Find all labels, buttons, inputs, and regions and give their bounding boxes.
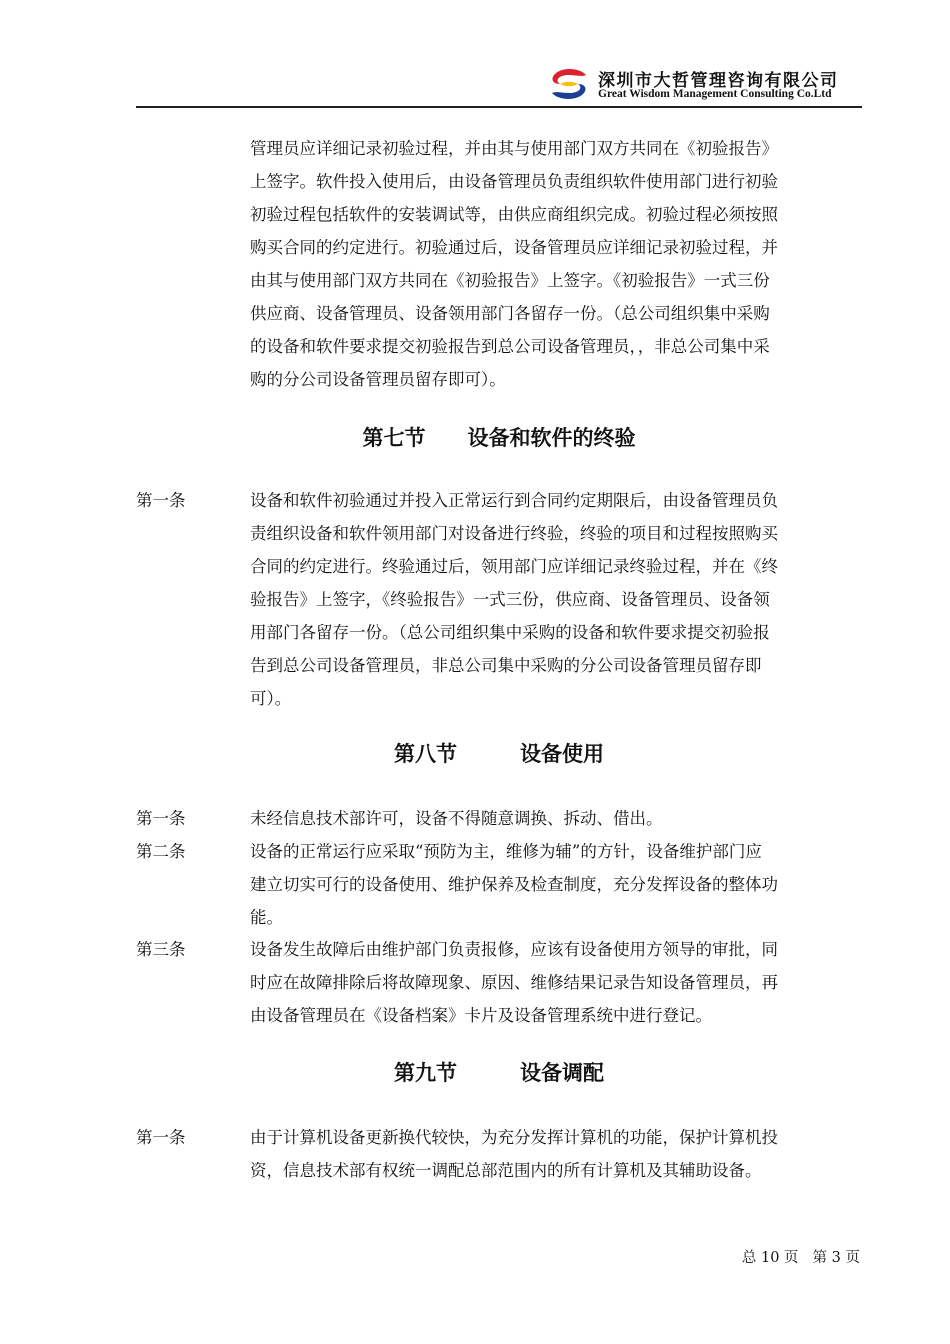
page-footer (700, 1246, 860, 1267)
text-line: 告到总公司设备管理员，非总公司集中采购的分公司设备管理员留存即 (250, 656, 762, 675)
text-line: 设备发生故障后由维护部门负责报修，应该有设备使用方领导的审批，同 (250, 940, 778, 959)
article-label: 第一条 (136, 1128, 186, 1147)
text-line: 上签字。软件投入使用后，由设备管理员负责组织软件使用部门进行初验 (250, 172, 778, 191)
text-line: 设备的正常运行应采取“预防为主，维修为辅”的方针，设备维护部门应 (250, 842, 762, 861)
text-line: 购的分公司设备管理员留存即可）。 (250, 370, 506, 389)
text-line: 时应在故障排除后将故障现象、原因、维修结果记录告知设备管理员，再 (250, 973, 778, 992)
company-logo-icon (546, 66, 592, 102)
text-line: 验报告》上签字，《终验报告》一式三份，供应商、设备管理员、设备领 (250, 590, 770, 609)
text-line: 由其与使用部门双方共同在《初验报告》上签字。《初验报告》一式三份 (250, 271, 770, 290)
article-text (250, 835, 880, 934)
text-line: 可）。 (250, 689, 292, 708)
current-page: 第 3 页 (812, 1250, 860, 1266)
total-pages: 总 10 页 (741, 1250, 799, 1266)
company-name-en: Great Wisdom Management Consulting Co.Ltd (598, 88, 832, 100)
header-divider (136, 106, 862, 108)
article-text (250, 1121, 880, 1187)
article-text (250, 933, 880, 1032)
text-line: 初验过程包括软件的安装调试等，由供应商组织完成。初验过程必须按照 (250, 205, 778, 224)
text-line: 未经信息技术部许可，设备不得随意调换、拆动、借出。 (250, 809, 663, 828)
text-line: 合同的约定进行。终验通过后，领用部门应详细记录终验过程，并在《终 (250, 557, 778, 576)
article-label: 第一条 (136, 491, 186, 510)
article-label: 第三条 (136, 940, 186, 959)
company-name-cn: 深圳市大哲管理咨询有限公司 (598, 71, 839, 91)
section-8-title: 第八节 设备使用 (394, 742, 604, 766)
text-line: 由设备管理员在《设备档案》卡片及设备管理系统中进行登记。 (250, 1006, 712, 1025)
page-header (136, 62, 862, 108)
article-label: 第二条 (136, 842, 186, 861)
text-line: 的设备和软件要求提交初验报告到总公司设备管理员，，非总公司集中采 (250, 337, 770, 356)
article-text (250, 802, 880, 835)
text-line: 供应商、设备管理员、设备领用部门各留存一份。（总公司组织集中采购 (250, 304, 770, 323)
article-label: 第一条 (136, 809, 186, 828)
text-line: 资，信息技术部有权统一调配总部范围内的所有计算机及其辅助设备。 (250, 1161, 762, 1180)
text-line: 能。 (250, 908, 283, 927)
text-line: 用部门各留存一份。（总公司组织集中采购的设备和软件要求提交初验报 (250, 623, 770, 642)
text-line: 管理员应详细记录初验过程，并由其与使用部门双方共同在《初验报告》 (250, 139, 778, 158)
section-7-title: 第七节 设备和软件的终验 (362, 426, 636, 450)
article-text (250, 484, 880, 715)
text-line: 由于计算机设备更新换代较快，为充分发挥计算机的功能，保护计算机投 (250, 1128, 778, 1147)
text-line: 购买合同的约定进行。初验通过后，设备管理员应详细记录初验过程，并 (250, 238, 778, 257)
text-line: 责组织设备和软件领用部门对设备进行终验，终验的项目和过程按照购买 (250, 524, 778, 543)
section-9-title: 第九节 设备调配 (394, 1061, 604, 1085)
text-line: 设备和软件初验通过并投入正常运行到合同约定期限后，由设备管理员负 (250, 491, 778, 510)
text-line: 建立切实可行的设备使用、维护保养及检查制度，充分发挥设备的整体功 (250, 875, 778, 894)
intro-paragraph (250, 132, 880, 396)
